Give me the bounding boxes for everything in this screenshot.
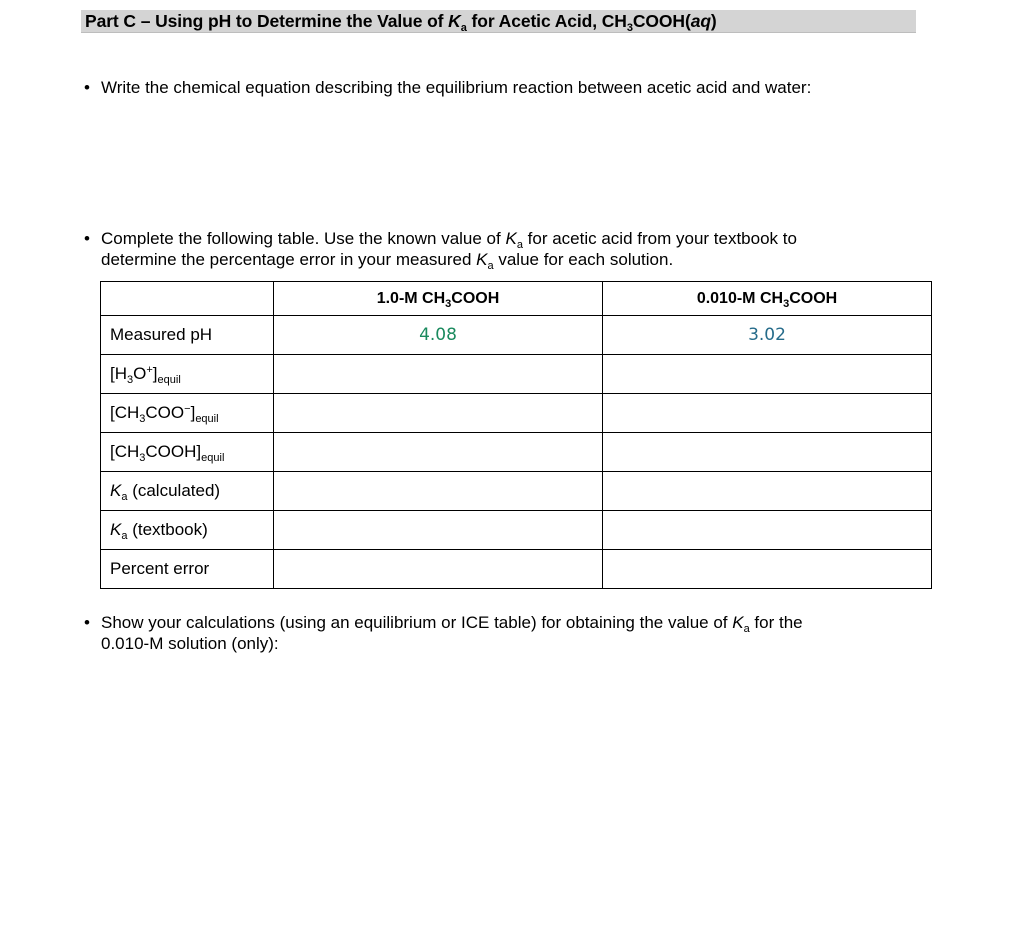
k-subscript: a [121, 530, 128, 542]
cell-h3o-0010m[interactable] [603, 355, 932, 394]
text-run: ] [152, 364, 158, 383]
table-row-ka-calculated [101, 472, 932, 511]
k-subscript: a [516, 239, 523, 251]
text-run: Complete the following table. Use the known value of [101, 229, 506, 248]
cell-ka-calc-1m[interactable] [274, 472, 603, 511]
text-run: for the [749, 613, 803, 632]
title-close: ) [710, 11, 717, 31]
cell-acid-1m[interactable] [274, 433, 603, 472]
cell-acetate-1m[interactable] [274, 394, 603, 433]
subscript: 3 [783, 297, 790, 310]
table-row-measured-ph [101, 316, 932, 355]
text-run: O [133, 364, 147, 383]
title-middle: for Acetic Acid, CH [466, 11, 627, 31]
cell-ka-text-0010m[interactable] [603, 511, 932, 550]
bullet-dot: • [84, 229, 90, 248]
subscript: 3 [127, 374, 134, 386]
instruction-calc-line2: 0.010-M solution (only): [101, 634, 279, 653]
title-k-sub: a [460, 22, 467, 34]
text-run: 0.010-M CH [696, 289, 784, 307]
row-label-acetate [101, 394, 274, 433]
row-label-ka-textbook [101, 511, 274, 550]
header-0010m [603, 282, 932, 316]
text-run: determine the percentage error in your measured [101, 250, 477, 269]
superscript: − [184, 403, 191, 415]
text-run: [H [110, 364, 127, 383]
row-label-h3o [101, 355, 274, 394]
cell-ka-calc-0010m[interactable] [603, 472, 932, 511]
text-run: COO [145, 403, 185, 422]
text-run: COOH [451, 289, 500, 307]
header-empty-cell [101, 282, 274, 316]
cell-ph-1m[interactable]: 4.08 [274, 316, 603, 355]
title-prefix: Part C – Using pH to Determine the Value of [85, 11, 449, 31]
text-run: (calculated) [127, 481, 221, 500]
row-label-percent-error: Percent error [101, 550, 274, 589]
section-header-bar [81, 10, 916, 33]
text-run: for acetic acid from your textbook to [522, 229, 797, 248]
row-label-measured-ph: Measured pH [101, 316, 274, 355]
subscript: 3 [445, 297, 452, 310]
k-symbol: K [476, 250, 488, 269]
subscript: equil [157, 374, 181, 386]
k-symbol: K [110, 481, 122, 500]
cell-percent-0010m[interactable] [603, 550, 932, 589]
table-header-row [101, 282, 932, 316]
text-run: (textbook) [127, 520, 208, 539]
cell-acid-0010m[interactable] [603, 433, 932, 472]
subscript: 3 [139, 413, 146, 425]
subscript: equil [201, 452, 225, 464]
instruction-equation-text: Write the chemical equation describing the equilibrium reaction between acetic acid and water: [101, 78, 812, 97]
table-row-ka-textbook [101, 511, 932, 550]
k-symbol: K [732, 613, 744, 632]
cell-ph-0010m[interactable]: 3.02 [603, 316, 932, 355]
bullet-dot: • [84, 78, 90, 97]
k-subscript: a [487, 260, 494, 272]
ka-data-table [100, 281, 932, 589]
text-run: 1.0-M CH [376, 289, 446, 307]
text-run: value for each solution. [493, 250, 674, 269]
instruction-calc-line1 [101, 612, 803, 633]
cell-ka-text-1m[interactable] [274, 511, 603, 550]
title-aq: aq [690, 11, 711, 31]
table-row-acetic-acid [101, 433, 932, 472]
text-run: Show your calculations (using an equilibrium or ICE table) for obtaining the value of [101, 613, 733, 632]
subscript: equil [195, 413, 219, 425]
bullet-dot: • [84, 613, 90, 632]
row-label-acetic-acid [101, 433, 274, 472]
k-subscript: a [121, 491, 128, 503]
cell-percent-1m[interactable] [274, 550, 603, 589]
subscript: 3 [139, 452, 146, 464]
text-run: COOH] [145, 442, 202, 461]
superscript: + [146, 364, 153, 376]
instruction-table-line1 [101, 228, 797, 249]
text-run: [CH [110, 442, 140, 461]
text-run: [CH [110, 403, 140, 422]
table-row-percent-error [101, 550, 932, 589]
cell-h3o-1m[interactable] [274, 355, 603, 394]
title-k: K [448, 11, 461, 31]
k-symbol: K [505, 229, 517, 248]
k-symbol: K [110, 520, 122, 539]
k-subscript: a [743, 623, 750, 635]
row-label-ka-calculated [101, 472, 274, 511]
text-run: COOH [789, 289, 838, 307]
section-title [85, 11, 717, 32]
instruction-table-line2 [101, 249, 673, 270]
cell-acetate-0010m[interactable] [603, 394, 932, 433]
title-sub3: 3 [626, 22, 633, 34]
text-run: ] [190, 403, 196, 422]
title-tail: COOH( [632, 11, 691, 31]
header-1m [274, 282, 603, 316]
table-row-h3o [101, 355, 932, 394]
table-row-acetate [101, 394, 932, 433]
